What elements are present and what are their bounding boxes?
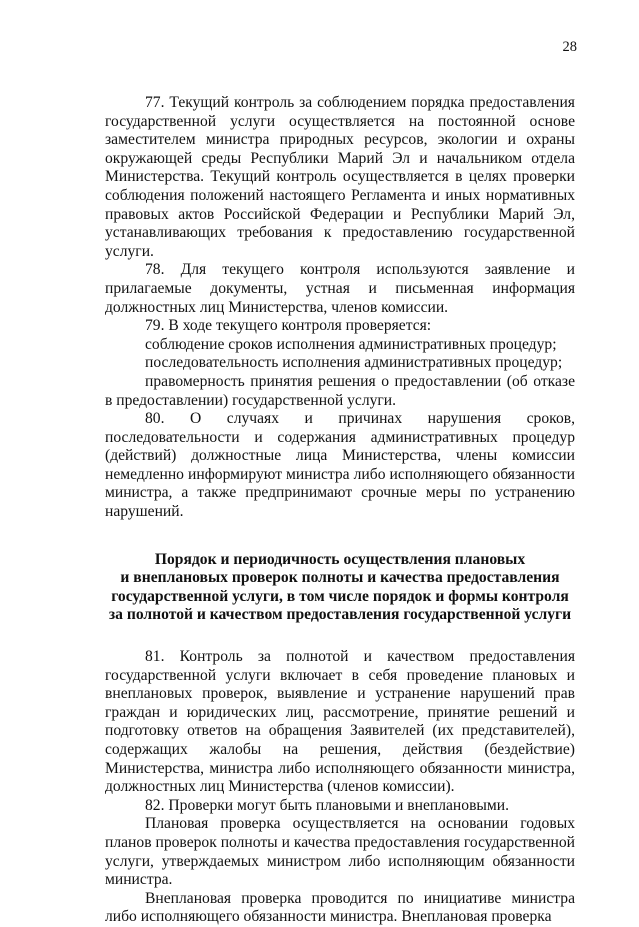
section-heading-line: Порядок и периодичность осуществления плановых [154,550,526,568]
paragraph-77: 77. Текущий контроль за соблюдением порядка предоставления государственной услуги осуществляется на постоянной основе заместителем министра природных ресурсов, экологии и охраны окружающей среды Республики Марий Эл и начальником отдела Министерства. Текущий контроль осуществляется в целях проверки соблюдения положений настоящего Регламента и иных нормативных правовых актов Российской Федерации и Республики Марий Эл, устанавливающих требования к предоставлению государственной услуги. [105,94,575,260]
section-heading-line: за полнотой и качеством предоставления государственной услуги [108,606,572,624]
paragraph-79-item-2: последовательность исполнения административных процедур; [145,354,563,372]
paragraph-82: 82. Проверки могут быть плановыми и внеплановыми. [145,796,510,814]
section-heading-line: и внеплановых проверок полноты и качества предоставления [120,569,560,587]
section-heading-line: государственной услуги, в том числе порядок и формы контроля [111,587,569,605]
page-body [105,94,575,927]
page-number: 28 [562,39,577,55]
paragraph-80: 80. О случаях и причинах нарушения сроков, последовательности и содержания административных процедур (действий) должностные лица Министерства, члены комиссии немедленно информируют министра либо исполняющего обязанности министра, а также предпринимают срочные меры по устранению нарушений. [105,410,575,521]
paragraph-79-item-1: соблюдение сроков исполнения административных процедур; [145,335,557,353]
paragraph-78: 78. Для текущего контроля используются заявление и прилагаемые документы, устная и письменная информация должностных лиц Министерства, членов комиссии. [105,261,575,316]
paragraph-79: 79. В ходе текущего контроля проверяется: [145,317,432,335]
paragraph-79-item-3: правомерность принятия решения о предоставлении (об отказе в предоставлении) государственной услуги. [105,372,575,409]
paragraph-unplanned-inspection: Внеплановая проверка проводится по инициативе министра либо исполняющего обязанности министра. Внеплановая проверка [105,889,575,926]
paragraph-planned-inspection: Плановая проверка осуществляется на основании годовых планов проверок полноты и качества предоставления государственной услуги, утверждаемых министром либо исполняющим обязанности министра. [105,815,575,889]
section-heading [105,551,575,625]
paragraph-81: 81. Контроль за полнотой и качеством предоставления государственной услуги включает в себя проведение плановых и внеплановых проверок, выявление и устранение нарушений прав граждан и юридических лиц, рассмотрение, принятие решений и подготовку ответов на обращения Заявителей (их представителей), содержащих жалобы на решения, действия (бездействие) Министерства, министра либо исполняющего обязанности министра, должностных лиц Министерства (членов комиссии). [105,648,575,796]
